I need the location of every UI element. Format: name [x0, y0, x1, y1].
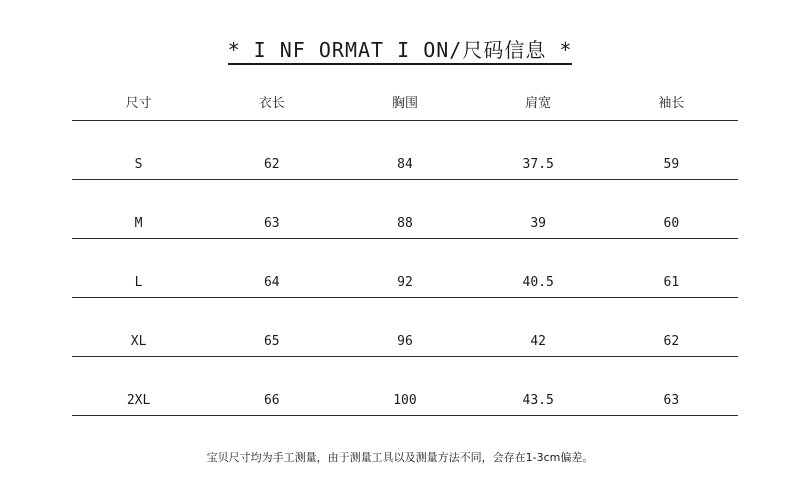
cell-shoulder: 43.5	[522, 393, 554, 408]
cell-chest: 84	[397, 157, 413, 172]
table-row	[72, 180, 738, 239]
cell-size: 2XL	[126, 393, 151, 408]
header-shoulder: 肩宽	[525, 96, 552, 111]
cell-shoulder: 37.5	[522, 157, 554, 172]
cell-shoulder: 39	[530, 216, 546, 231]
table-header-row	[72, 88, 738, 121]
table-row	[72, 239, 738, 298]
cell-size: M	[134, 216, 143, 231]
header-sleeve: 袖长	[658, 96, 685, 111]
cell-chest: 92	[397, 275, 413, 290]
cell-length: 63	[263, 216, 280, 231]
cell-chest: 88	[397, 216, 413, 231]
cell-length: 62	[263, 157, 280, 172]
cell-sleeve: 63	[663, 393, 680, 408]
cell-length: 66	[263, 393, 280, 408]
title-text: * I NF ORMAT I ON/尺码信息 *	[228, 38, 573, 65]
cell-size: XL	[130, 334, 147, 349]
cell-sleeve: 62	[663, 334, 680, 349]
cell-sleeve: 59	[663, 157, 680, 172]
size-table	[72, 88, 738, 416]
cell-size: S	[134, 157, 143, 172]
cell-sleeve: 60	[663, 216, 680, 231]
table-row	[72, 121, 738, 180]
table-row	[72, 298, 738, 357]
measurement-note: 宝贝尺寸均为手工测量，由于测量工具以及测量方法不同，会存在1-3cm偏差。	[206, 451, 594, 464]
cell-chest: 96	[397, 334, 413, 349]
cell-chest: 100	[393, 393, 417, 408]
header-size: 尺寸	[125, 96, 152, 111]
table-row	[72, 357, 738, 416]
cell-length: 64	[263, 275, 280, 290]
header-chest: 胸围	[391, 96, 418, 111]
cell-size: L	[134, 275, 143, 290]
cell-length: 65	[263, 334, 280, 349]
header-length: 衣长	[258, 96, 285, 111]
cell-sleeve: 61	[663, 275, 680, 290]
page-title	[0, 38, 800, 62]
cell-shoulder: 42	[530, 334, 546, 349]
cell-shoulder: 40.5	[522, 275, 554, 290]
